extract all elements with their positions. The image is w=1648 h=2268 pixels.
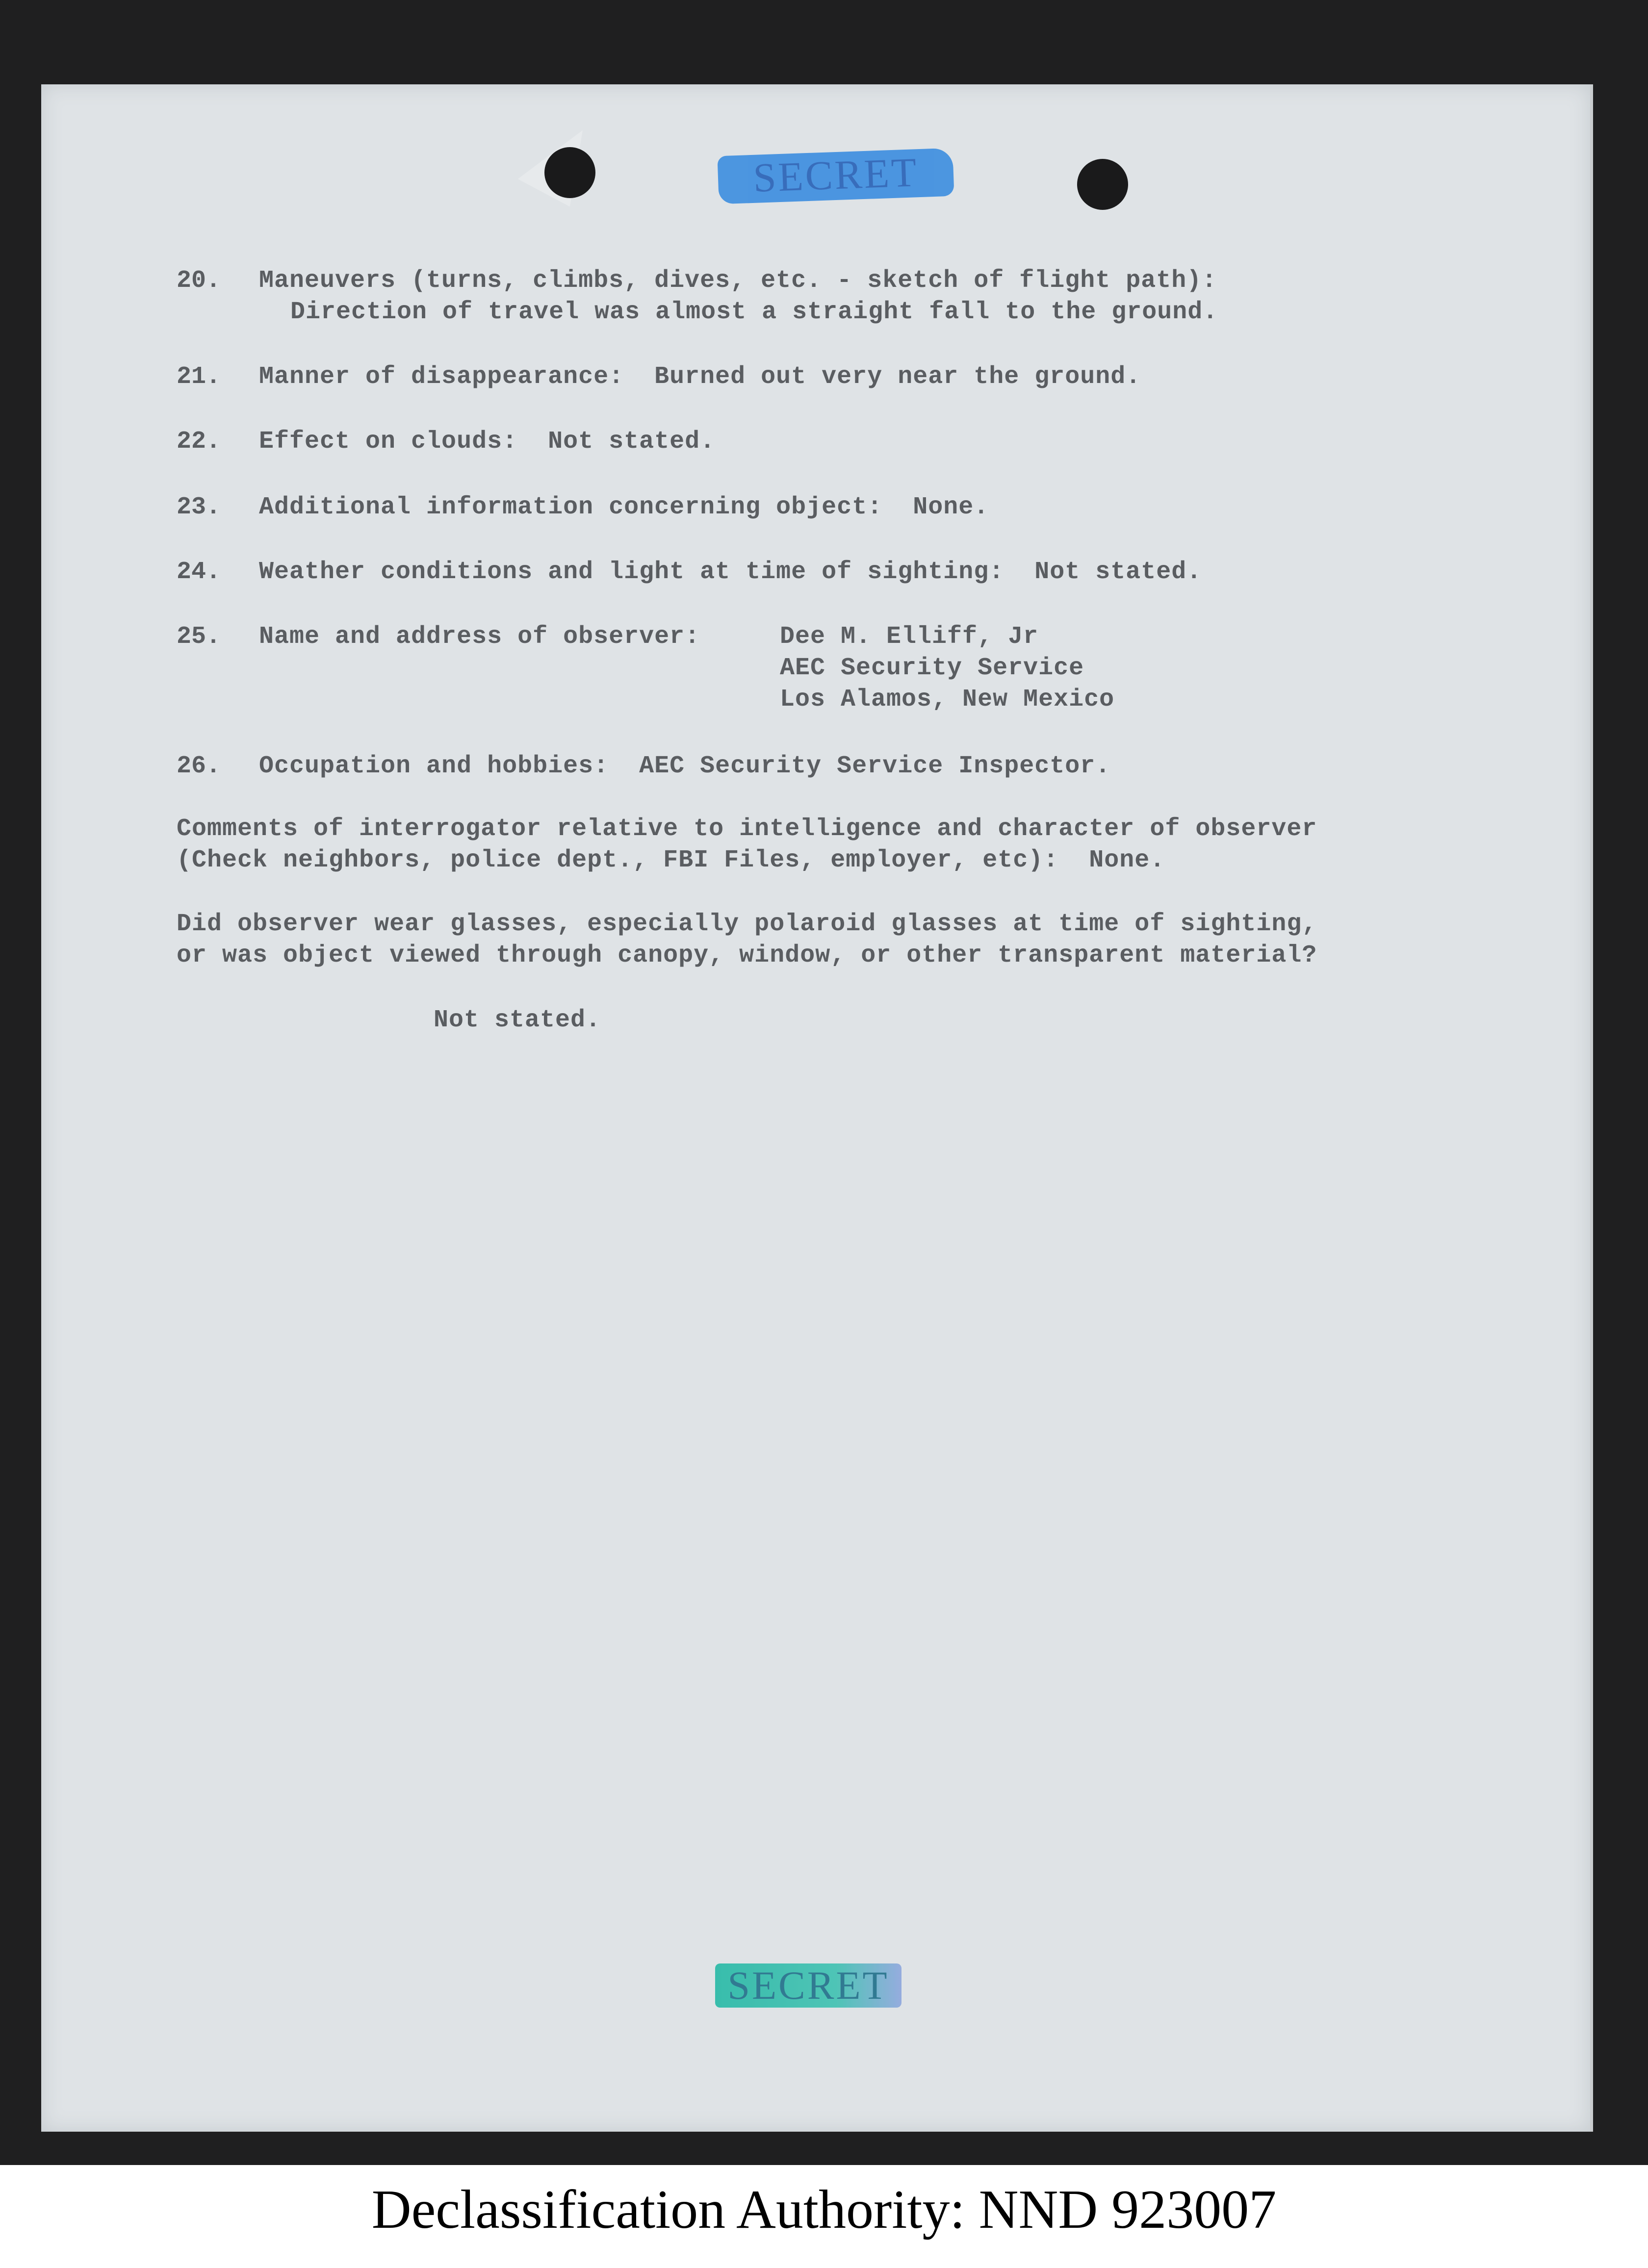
item-26-number: 26. — [177, 752, 221, 780]
item-24-text: Weather conditions and light at time of sighting: Not stated. — [259, 558, 1202, 586]
comments-line-2: (Check neighbors, police dept., FBI Files, employer, etc): None. — [177, 846, 1165, 874]
item-20-value: Direction of travel was almost a straight fall to the ground. — [290, 298, 1218, 326]
item-25-label: Name and address of observer: — [259, 623, 700, 651]
item-24-number: 24. — [177, 558, 221, 586]
item-22-text: Effect on clouds: Not stated. — [259, 428, 716, 456]
item-26-text: Occupation and hobbies: AEC Security Service Inspector. — [259, 752, 1111, 780]
item-20-label: Maneuvers (turns, climbs, dives, etc. - sketch of flight path): — [259, 267, 1217, 295]
glasses-question-line-2: or was object viewed through canopy, window, or other transparent material? — [177, 942, 1317, 969]
item-21-number: 21. — [177, 363, 221, 391]
item-23-text: Additional information concerning object: None. — [259, 493, 989, 521]
observer-location: Los Alamos, New Mexico — [780, 686, 1115, 714]
item-25-number: 25. — [177, 623, 221, 651]
comments-line-1: Comments of interrogator relative to intelligence and character of observer — [177, 815, 1317, 843]
declassification-caption: Declassification Authority: NND 923007 — [371, 2179, 1277, 2240]
observer-name: Dee M. Elliff, Jr — [780, 623, 1039, 651]
punch-hole — [544, 147, 595, 198]
secret-stamp-bottom: SECRET — [715, 1963, 901, 2008]
secret-stamp-top: SECRET — [717, 148, 954, 204]
observer-organization: AEC Security Service — [780, 654, 1084, 682]
punch-hole — [1077, 159, 1128, 210]
glasses-question-line-1: Did observer wear glasses, especially polaroid glasses at time of sighting, — [177, 910, 1317, 938]
item-21-text: Manner of disappearance: Burned out very near the ground. — [259, 363, 1141, 391]
glasses-answer: Not stated. — [434, 1006, 601, 1034]
item-23-number: 23. — [177, 493, 221, 521]
document-page — [41, 84, 1593, 2132]
item-20-number: 20. — [177, 267, 221, 295]
item-22-number: 22. — [177, 428, 221, 456]
